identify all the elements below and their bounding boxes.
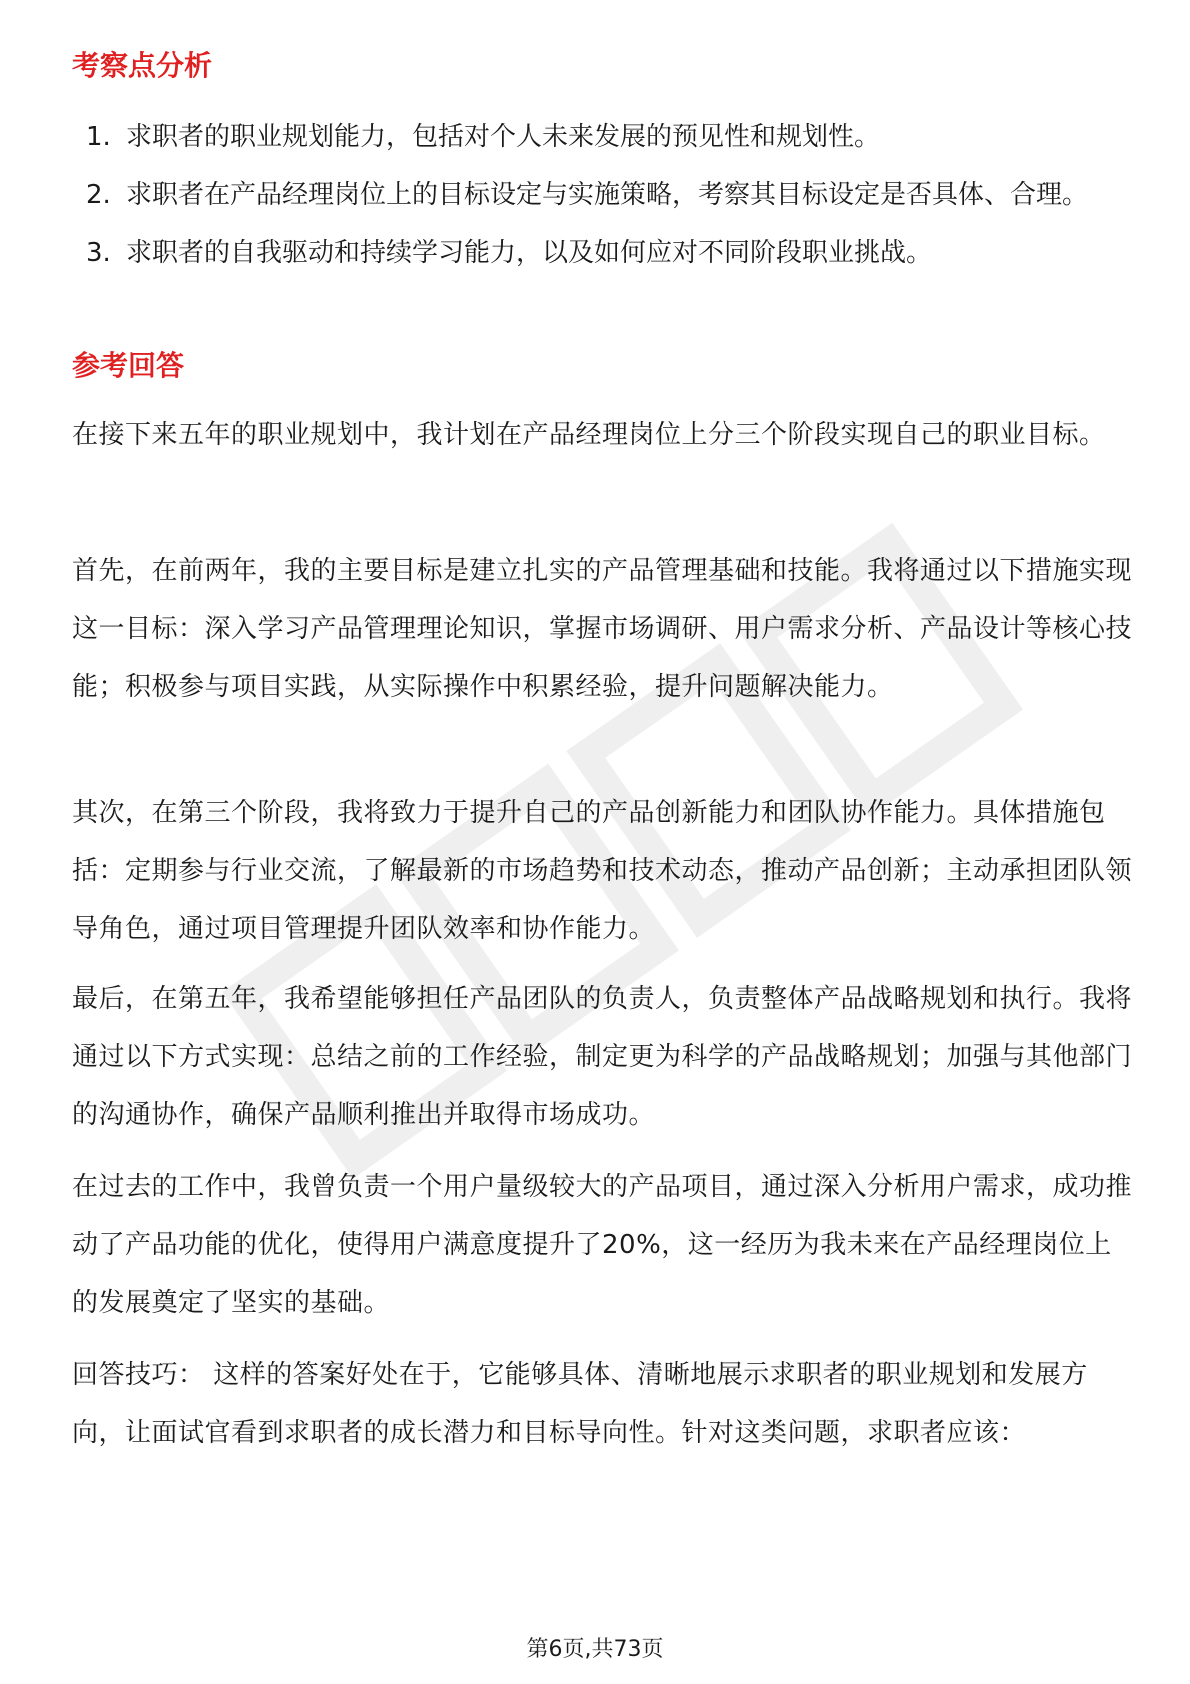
analysis-heading: 考察点分析 [72, 49, 213, 82]
paragraph-second-stage: 其次，在第三个阶段，我将致力于提升自己的产品创新能力和团队协作能力。具体措施包括：定期参与行业交流，了解最新的市场趋势和技术动态，推动产品创新；主动承担团队领导角色，通过项目管理提升团队效率和协作能力。 [72, 798, 1133, 944]
list-item [72, 224, 1132, 282]
list-item-text: 求职者的自我驱动和持续学习能力，以及如何应对不同阶段职业挑战。 [126, 238, 933, 268]
paragraph-intro: 在接下来五年的职业规划中，我计划在产品经理岗位上分三个阶段实现自己的职业目标。 [72, 420, 1106, 450]
paragraph-first-stage: 首先，在前两年，我的主要目标是建立扎实的产品管理基础和技能。我将通过以下措施实现这一目标：深入学习产品管理理论知识，掌握市场调研、用户需求分析、产品设计等核心技能；积极参与项目实践，从实际操作中积累经验，提升问题解决能力。 [72, 556, 1133, 702]
paragraph-experience: 在过去的工作中，我曾负责一个用户量级较大的产品项目，通过深入分析用户需求，成功推动了产品功能的优化，使得用户满意度提升了20%，这一经历为我未来在产品经理岗位上的发展奠定了坚实的基础。 [72, 1172, 1133, 1318]
list-item-text: 求职者的职业规划能力，包括对个人未来发展的预见性和规划性。 [126, 122, 881, 152]
analysis-list [72, 108, 1132, 282]
list-item [72, 108, 1132, 166]
answer-heading: 参考回答 [72, 349, 185, 382]
list-item-number: 2. [86, 180, 111, 210]
paragraph-tips: 回答技巧： 这样的答案好处在于，它能够具体、清晰地展示求职者的职业规划和发展方向，让面试官看到求职者的成长潜力和目标导向性。针对这类问题，求职者应该： [72, 1360, 1088, 1448]
list-item [72, 166, 1132, 224]
page-number: 第6页,共73页 [526, 1637, 664, 1662]
paragraph-third-stage: 最后，在第五年，我希望能够担任产品团队的负责人，负责整体产品战略规划和执行。我将通过以下方式实现：总结之前的工作经验，制定更为科学的产品战略规划；加强与其他部门的沟通协作，确保产品顺利推出并取得市场成功。 [72, 984, 1133, 1130]
list-item-text: 求职者在产品经理岗位上的目标设定与实施策略，考察其目标设定是否具体、合理。 [126, 180, 1089, 210]
list-item-number: 3. [86, 238, 111, 268]
list-item-number: 1. [86, 122, 111, 152]
